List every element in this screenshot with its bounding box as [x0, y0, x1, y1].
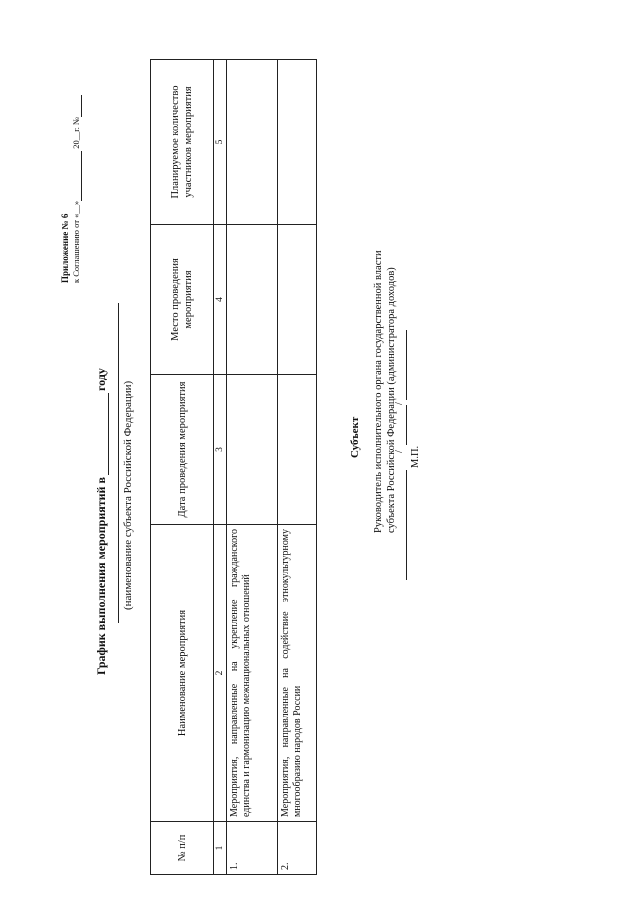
row-event-date[interactable] — [278, 375, 317, 525]
appendix-header — [60, 95, 82, 283]
table-column-numbers-row — [214, 60, 227, 875]
table-row — [227, 60, 278, 875]
subject-caption: (наименование субъекта Российской Федерации) — [122, 380, 134, 610]
stamp-placeholder: М.П. — [410, 445, 421, 468]
row-event-place[interactable] — [278, 225, 317, 375]
date-blank — [81, 151, 82, 201]
row-number: 1. — [227, 822, 278, 875]
column-number: 4 — [214, 225, 227, 375]
row-participants[interactable] — [227, 60, 278, 225]
appendix-ref-year: 20__г. № — [71, 116, 81, 149]
appendix-title: Приложение № 6 — [60, 213, 70, 283]
table-row — [278, 60, 317, 875]
table-header-row — [151, 60, 214, 875]
row-participants[interactable] — [278, 60, 317, 225]
appendix-ref-prefix: к Соглашению от «__» — [71, 200, 81, 283]
name-line — [406, 405, 407, 445]
appendix-reference — [71, 95, 82, 283]
separator-slash: / — [394, 450, 405, 453]
title-suffix: году — [94, 368, 108, 392]
signatory-line-1: Руководитель исполнительного органа государственной власти — [373, 250, 384, 533]
title-prefix: График выполнения мероприятий в — [94, 477, 108, 675]
page-title — [94, 368, 109, 675]
header-event-place: Место проведения мероприятия — [151, 225, 214, 375]
number-blank — [81, 95, 82, 117]
column-number: 2 — [214, 525, 227, 822]
signatory-line-2: субъекта Российской Федерации (администратора доходов) — [386, 267, 397, 533]
column-number: 5 — [214, 60, 227, 225]
row-event-name: Мероприятия, направленные на содействие этнокультурному многообразию народов России — [278, 525, 317, 822]
row-event-name: Мероприятия, направленные на укрепление гражданского единства и гармонизацию межнациональных отношений — [227, 525, 278, 822]
signature-heading: Субъект — [349, 416, 361, 458]
column-number: 1 — [214, 822, 227, 875]
row-number: 2. — [278, 822, 317, 875]
events-table — [150, 59, 317, 875]
name-line — [406, 330, 407, 400]
row-event-place[interactable] — [227, 225, 278, 375]
subject-name-line — [118, 303, 119, 623]
header-participants: Планируемое количество участников мероприятия — [151, 60, 214, 225]
row-event-date[interactable] — [227, 375, 278, 525]
header-number: № п/п — [151, 822, 214, 875]
signatory-title — [372, 250, 398, 533]
header-event-name: Наименование мероприятия — [151, 525, 214, 822]
separator-slash: / — [394, 402, 405, 405]
signature-line — [406, 470, 407, 580]
header-event-date: Дата проведения мероприятия — [151, 375, 214, 525]
year-blank — [97, 393, 109, 475]
column-number: 3 — [214, 375, 227, 525]
